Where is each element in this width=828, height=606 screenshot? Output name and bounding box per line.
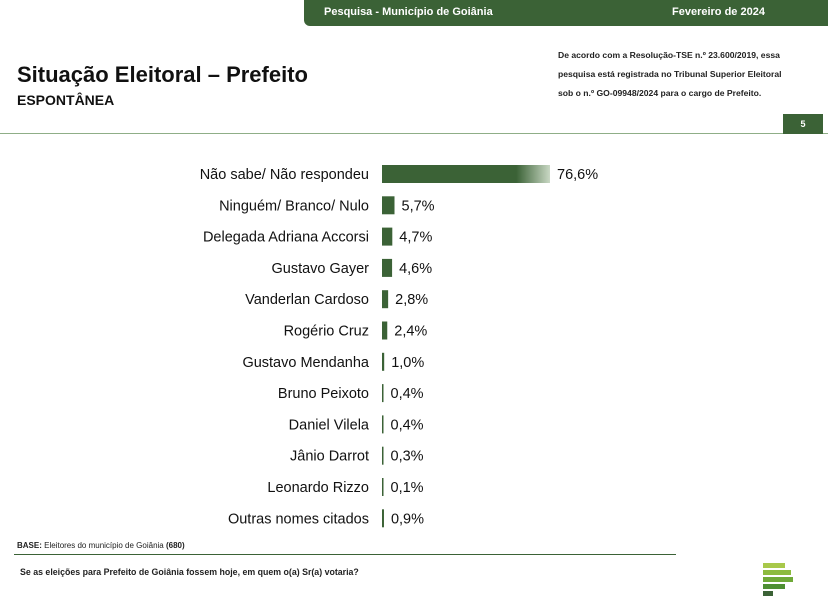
bar [382,228,392,246]
category-label: Leonardo Rizzo [267,480,369,496]
value-label: 4,6% [399,260,433,277]
survey-label: Pesquisa - Município de Goiânia [324,6,493,18]
value-label: 5,7% [401,198,435,215]
bar [382,447,384,465]
category-label: Vanderlan Cardoso [245,292,369,309]
base-note [17,541,185,550]
bar [382,290,388,308]
category-label: Outras nomes citados [227,511,369,528]
bar [382,196,395,214]
page-title: Situação Eleitoral – Prefeito [17,62,308,87]
category-label: Ninguém/ Branco/ Nulo [219,198,369,215]
base-label: BASE: [17,541,42,550]
category-label: Daniel Vilela [288,417,369,434]
value-label: 76,6% [557,167,599,183]
value-label: 1,0% [391,354,425,371]
category-label: Gustavo Gayer [271,260,369,277]
brand-logo-icon [761,561,797,601]
bar [382,478,384,496]
page-subtitle: ESPONTÂNEA [17,92,115,108]
survey-question: Se as eleições para Prefeito de Goiânia fossem hoje, em quem o(a) Sr(a) votaria? [20,567,359,577]
category-label: Jânio Darrot [290,448,369,465]
value-label: 4,7% [399,229,433,246]
registration-note [558,46,816,103]
base-text: Eleitores do município de Goiânia [44,541,164,550]
registration-note-line: sob o n.º GO-09948/2024 para o cargo de Prefeito. [558,88,762,98]
value-label: 0,1% [390,480,424,496]
page-number: 5 [783,114,823,134]
bar [382,384,384,402]
category-label: Delegada Adriana Accorsi [202,229,369,246]
registration-note-line: pesquisa está registrada no Tribunal Superior Eleitoral [558,69,782,79]
value-label: 0,4% [390,386,424,403]
bar [382,322,387,340]
bar-chart [0,150,828,535]
category-label: Gustavo Mendanha [242,354,369,371]
value-label: 2,8% [395,292,429,309]
header-divider [0,133,828,134]
category-label: Rogério Cruz [283,323,369,340]
bar [382,165,550,183]
bar [382,509,384,527]
top-banner [304,0,828,26]
bar [382,415,384,433]
category-label: Não sabe/ Não respondeu [199,167,369,183]
bar [382,259,392,277]
base-count: (680) [165,541,185,550]
footer-divider [14,554,676,555]
value-label: 2,4% [394,323,428,340]
value-label: 0,4% [390,417,424,434]
date-label: Fevereiro de 2024 [672,6,765,18]
category-label: Bruno Peixoto [277,386,369,403]
bar [382,353,384,371]
value-label: 0,9% [390,511,425,528]
registration-note-line: De acordo com a Resolução-TSE n.º 23.600/2019, essa [558,50,780,60]
value-label: 0,3% [390,448,424,465]
